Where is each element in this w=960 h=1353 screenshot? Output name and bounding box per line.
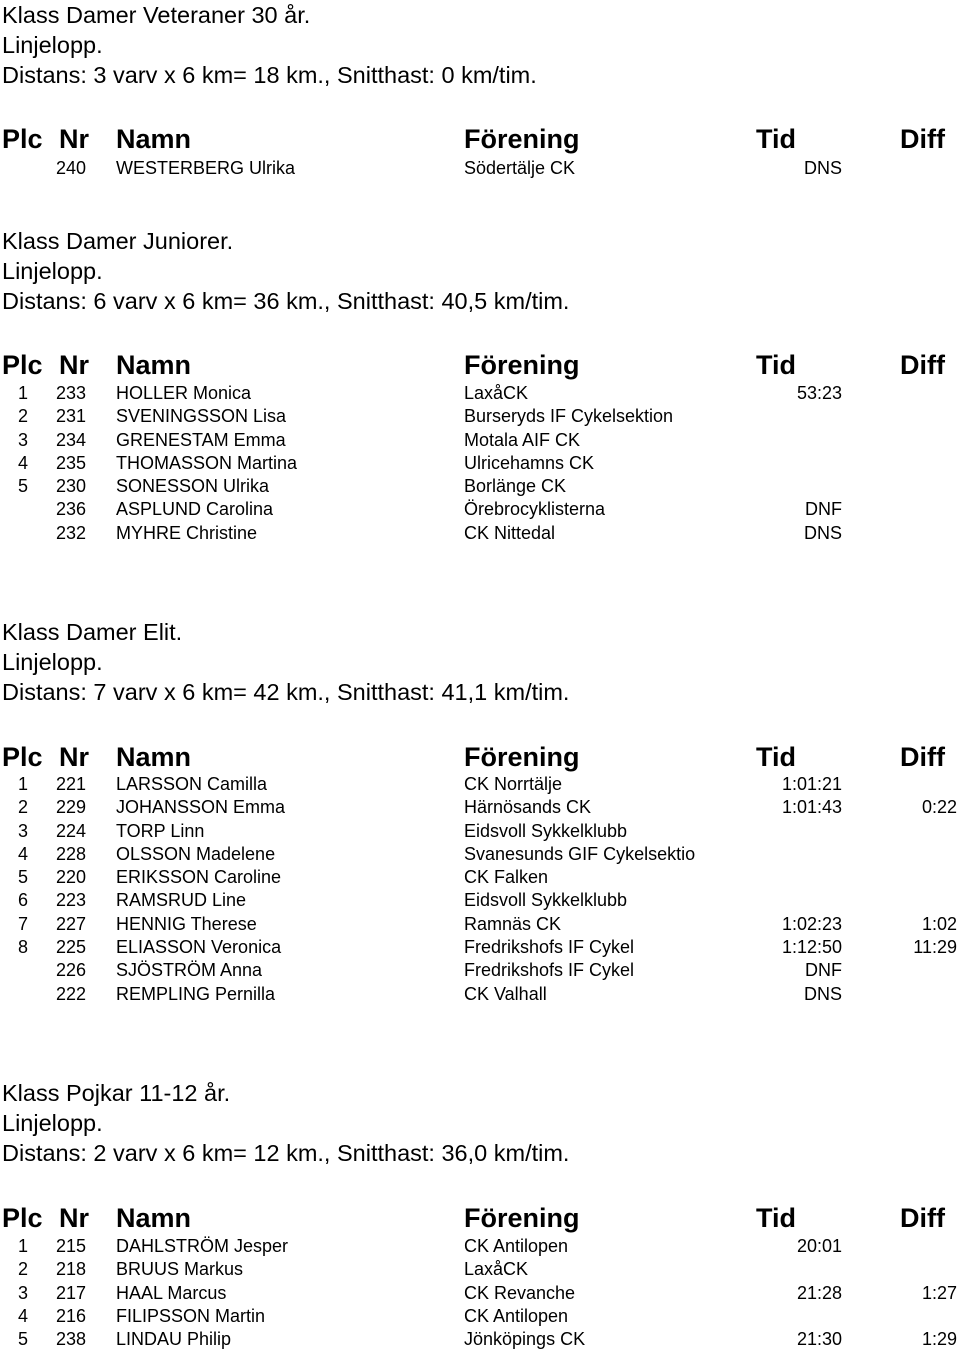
header-namn: Namn [116,124,192,154]
cell-nr: 236 [55,499,86,520]
cell-plc: 3 [17,1282,28,1303]
table-row [0,475,960,498]
cell-nr: 217 [55,1282,86,1303]
cell-tid: 21:28 [796,1282,842,1303]
cell-nr: 220 [55,867,86,888]
cell-plc: 2 [17,1259,28,1280]
cell-plc: 1 [17,383,28,403]
header-namn: Namn [116,742,192,772]
header-forening: Förening [464,350,580,380]
cell-forening: Fredrikshofs IF Cykel [464,960,635,981]
cell-forening: CK Nittedal [464,522,556,543]
cell-namn: GRENESTAM Emma [116,429,286,450]
section-typ: Linjelopp. [2,258,103,284]
cell-forening: Motala AIF CK [464,429,581,450]
cell-nr: 240 [55,158,86,178]
table-row [0,498,960,521]
cell-nr: 225 [55,937,86,958]
header-plc: Plc [2,124,43,154]
cell-forening: Svanesunds GIF Cykelsektio [464,843,696,864]
cell-namn: MYHRE Christine [116,522,258,543]
table-row [0,959,960,982]
cell-tid: DNF [805,960,842,981]
cell-plc: 1 [17,1236,28,1256]
cell-forening: Ramnäs CK [464,913,562,934]
header-plc: Plc [2,350,43,380]
cell-plc: 4 [17,843,28,864]
cell-namn: HAAL Marcus [116,1282,227,1303]
cell-nr: 216 [55,1305,86,1326]
cell-forening: CK Antilopen [464,1236,569,1256]
table-row [0,1305,960,1328]
table-row [0,913,960,936]
section-distans: Distans: 2 varv x 6 km= 12 km., Snitthast: 36,0 km/tim. [2,1140,570,1166]
cell-namn: DAHLSTRÖM Jesper [116,1236,289,1256]
header-tid: Tid [756,742,796,772]
cell-namn: WESTERBERG Ulrika [116,158,296,178]
cell-nr: 231 [55,406,86,427]
cell-plc: 3 [17,429,28,450]
cell-tid: 1:01:21 [781,774,842,794]
section-distans: Distans: 7 varv x 6 km= 42 km., Snitthast: 41,1 km/tim. [2,679,570,705]
cell-tid: 53:23 [796,383,842,403]
cell-nr: 218 [55,1259,86,1280]
cell-diff: 1:29 [921,1329,957,1350]
header-namn: Namn [116,350,192,380]
cell-plc: 5 [17,1329,28,1350]
cell-forening: Jönköpings CK [464,1329,586,1350]
cell-namn: ERIKSSON Caroline [116,867,282,888]
cell-forening: Örebrocyklisterna [464,499,606,520]
cell-nr: 215 [55,1236,86,1256]
header-diff: Diff [900,124,945,154]
cell-plc: 4 [17,452,28,473]
cell-namn: SONESSON Ulrika [116,476,270,497]
cell-nr: 229 [55,797,86,818]
cell-plc: 6 [17,890,28,911]
cell-forening: CK Valhall [464,983,547,1004]
results-table [0,157,960,180]
cell-nr: 234 [55,429,86,450]
table-row [0,405,960,428]
cell-namn: LARSSON Camilla [116,774,268,794]
header-forening: Förening [464,124,580,154]
cell-tid: 1:02:23 [781,913,842,934]
cell-namn: BRUUS Markus [116,1259,244,1280]
table-row [0,522,960,545]
cell-plc: 5 [17,476,28,497]
table-row [0,1282,960,1305]
cell-tid: 21:30 [796,1329,842,1350]
cell-nr: 223 [55,890,86,911]
cell-nr: 222 [55,983,86,1004]
cell-forening: LaxåCK [464,1259,529,1280]
cell-namn: THOMASSON Martina [116,452,298,473]
cell-forening: Fredrikshofs IF Cykel [464,937,635,958]
cell-tid: DNS [803,983,842,1004]
cell-forening: Härnösands CK [464,797,592,818]
cell-forening: Eidsvoll Sykkelklubb [464,820,628,841]
cell-namn: JOHANSSON Emma [116,797,286,818]
cell-plc: 8 [17,937,28,958]
cell-plc: 3 [17,820,28,841]
header-tid: Tid [756,124,796,154]
cell-namn: RAMSRUD Line [116,890,247,911]
cell-plc: 5 [17,867,28,888]
cell-forening: CK Norrtälje [464,774,563,794]
cell-forening: Södertälje CK [464,158,576,178]
cell-namn: OLSSON Madelene [116,843,276,864]
cell-diff: 0:22 [921,797,957,818]
cell-plc: 1 [17,774,28,794]
results-table [0,1235,960,1351]
table-row [0,382,960,405]
section-typ: Linjelopp. [2,649,103,675]
cell-tid: DNS [803,522,842,543]
cell-namn: SVENINGSSON Lisa [116,406,287,427]
table-row [0,843,960,866]
table-row [0,983,960,1006]
cell-forening: CK Falken [464,867,549,888]
results-header [0,740,960,774]
cell-forening: CK Revanche [464,1282,576,1303]
section-klass: Klass Pojkar 11-12 år. [2,1080,231,1106]
table-row [0,866,960,889]
cell-diff: 1:27 [921,1282,957,1303]
cell-forening: Ulricehamns CK [464,452,595,473]
table-row [0,1328,960,1351]
header-plc: Plc [2,1203,43,1233]
table-row [0,452,960,475]
cell-nr: 233 [55,383,86,403]
cell-nr: 226 [55,960,86,981]
results-table [0,773,960,1006]
header-plc: Plc [2,742,43,772]
cell-nr: 232 [55,522,86,543]
header-namn: Namn [116,1203,192,1233]
header-forening: Förening [464,1203,580,1233]
section-klass: Klass Damer Juniorer. [2,228,234,254]
table-row [0,1235,960,1258]
cell-nr: 224 [55,820,86,841]
cell-plc: 4 [17,1305,28,1326]
results-table [0,382,960,545]
section-typ: Linjelopp. [2,1110,103,1136]
table-row [0,157,960,180]
header-nr: Nr [59,1203,90,1233]
results-header [0,1201,960,1235]
results-header [0,348,960,382]
cell-tid: 1:12:50 [781,937,842,958]
cell-forening: Eidsvoll Sykkelklubb [464,890,628,911]
cell-forening: LaxåCK [464,383,529,403]
cell-namn: TORP Linn [116,820,205,841]
header-diff: Diff [900,1203,945,1233]
table-row [0,796,960,819]
cell-forening: Borlänge CK [464,476,567,497]
table-row [0,820,960,843]
cell-nr: 230 [55,476,86,497]
cell-namn: ELIASSON Veronica [116,937,282,958]
cell-tid: 1:01:43 [781,797,842,818]
cell-namn: SJÖSTRÖM Anna [116,960,263,981]
cell-tid: DNS [803,158,842,178]
header-nr: Nr [59,124,90,154]
table-row [0,1258,960,1281]
cell-forening: CK Antilopen [464,1305,569,1326]
header-forening: Förening [464,742,580,772]
cell-nr: 238 [55,1329,86,1350]
header-diff: Diff [900,350,945,380]
cell-diff: 11:29 [913,937,957,958]
cell-namn: HOLLER Monica [116,383,252,403]
header-tid: Tid [756,1203,796,1233]
cell-nr: 228 [55,843,86,864]
results-header [0,122,960,156]
cell-plc: 2 [17,797,28,818]
header-diff: Diff [900,742,945,772]
cell-plc: 2 [17,406,28,427]
table-row [0,889,960,912]
section-klass: Klass Damer Veteraner 30 år. [2,2,311,28]
table-row [0,429,960,452]
table-row [0,773,960,796]
cell-nr: 221 [55,774,86,794]
header-nr: Nr [59,742,90,772]
cell-plc: 7 [17,913,28,934]
header-nr: Nr [59,350,90,380]
header-tid: Tid [756,350,796,380]
section-typ: Linjelopp. [2,32,103,58]
section-distans: Distans: 6 varv x 6 km= 36 km., Snitthast: 40,5 km/tim. [2,288,570,314]
cell-tid: 20:01 [796,1236,842,1256]
section-klass: Klass Damer Elit. [2,619,183,645]
cell-namn: HENNIG Therese [116,913,257,934]
cell-namn: LINDAU Philip [116,1329,232,1350]
cell-namn: ASPLUND Carolina [116,499,274,520]
cell-namn: FILIPSSON Martin [116,1305,266,1326]
table-row [0,936,960,959]
cell-diff: 1:02 [921,913,957,934]
cell-nr: 235 [55,452,86,473]
cell-tid: DNF [805,499,842,520]
cell-forening: Burseryds IF Cykelsektion [464,406,674,427]
section-distans: Distans: 3 varv x 6 km= 18 km., Snitthast: 0 km/tim. [2,62,537,88]
cell-namn: REMPLING Pernilla [116,983,276,1004]
cell-nr: 227 [55,913,86,934]
